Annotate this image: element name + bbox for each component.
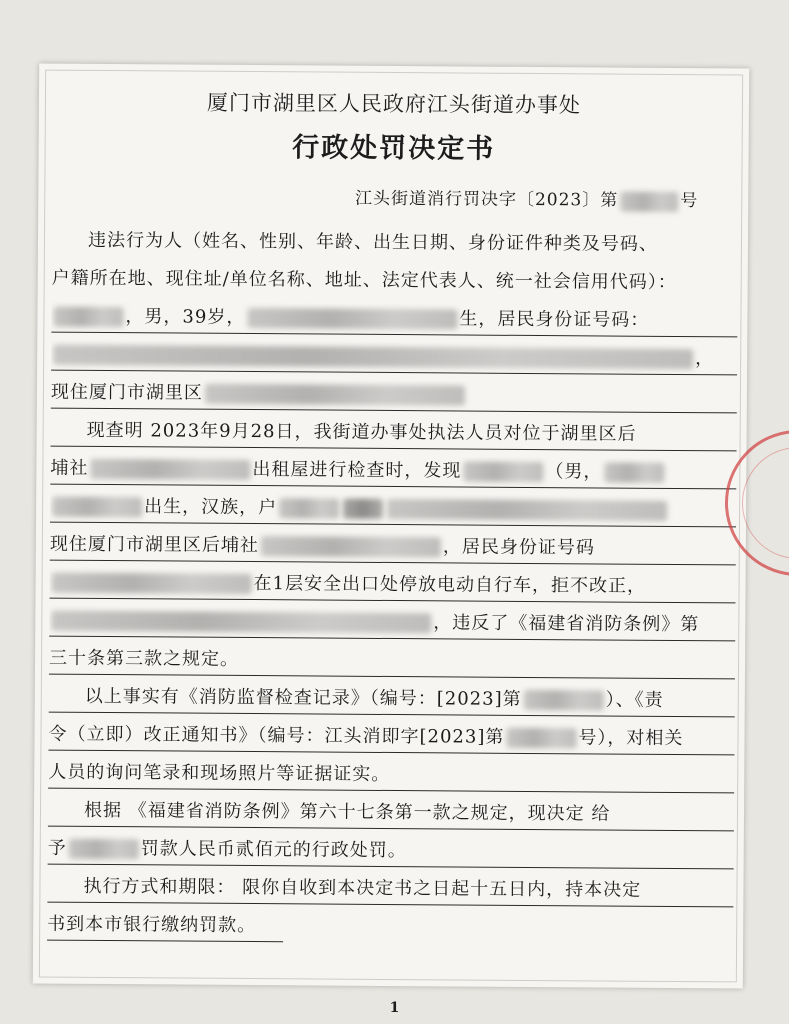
text-line-15: 人员的询问笔录和现场照片等证据证实。	[48, 758, 734, 794]
redacted-notice-number	[506, 728, 576, 748]
text-line-6: 现查明 2023年9月28日，我街道办事处执法人员对位于湖里区后	[51, 416, 737, 452]
redacted-birthdate-2	[52, 497, 142, 518]
redacted-penalized-party	[69, 839, 139, 859]
text-line-18: 执行方式和期限： 限你自收到本决定书之日起十五日内，持本决定	[47, 872, 733, 908]
redacted-household	[279, 498, 339, 518]
redacted-name	[53, 307, 123, 327]
text-line-9: 现住厦门市湖里区后埔社 ，居民身份证号码	[50, 530, 736, 566]
text-line-7: 埔社 出租屋进行检查时，发现 （男，	[50, 454, 736, 490]
redacted-document-number	[620, 191, 678, 211]
text-line-10: 在1层安全出口处停放电动自行车，拒不改正，	[49, 568, 735, 604]
redacted-household-3	[387, 499, 667, 521]
text-line-11: ，违反了《福建省消防条例》第	[49, 606, 735, 642]
redacted-id-and-household	[53, 345, 693, 369]
page-number: 1	[389, 1000, 400, 1016]
text-line-16: 根据 《福建省消防条例》第六十七条第一款之规定，现决定 给	[48, 796, 734, 832]
document-title: 行政处罚决定书	[292, 132, 496, 165]
redacted-person-info	[604, 462, 664, 482]
text-line-12: 三十条第三款之规定。	[49, 644, 735, 680]
text-line-1: 违法行为人（姓名、性别、年龄、出生日期、身份证件种类及号码、	[87, 229, 659, 255]
text-line-14: 令（立即）改正通知书》（编号：江头消即字[2023]第 号），对相关	[48, 720, 734, 756]
text-line-2: 户籍所在地、现住址/单位名称、地址、法定代表人、统一社会信用代码）：	[51, 267, 677, 293]
text-line-5: 现住厦门市湖里区	[51, 378, 737, 414]
redacted-id-number	[52, 573, 252, 594]
text-line-17: 予 罚款人民币贰佰元的行政处罚。	[48, 834, 734, 870]
redacted-birthdate	[247, 308, 457, 329]
redacted-address-2	[261, 536, 441, 557]
redacted-address	[205, 384, 465, 406]
redacted-person-name	[463, 462, 543, 483]
redacted-record-number	[524, 690, 604, 711]
text-line-8: 出生，汉族，户	[50, 492, 736, 528]
redacted-household-2	[343, 499, 383, 519]
text-line-13: 以上事实有《消防监督检查记录》（编号：[2023]第 ）、《责	[49, 682, 735, 718]
redacted-location	[90, 459, 250, 480]
issuer-heading: 厦门市湖里区人民政府江头街道办事处	[206, 90, 582, 118]
document-number-prefix: 江头街道消行罚决字〔2023〕第	[354, 188, 619, 211]
text-line-3: ，男，39岁， 生，居民身份证号码：	[51, 302, 737, 338]
text-line-4: ，	[51, 340, 737, 376]
document-number	[355, 184, 698, 212]
document-number-suffix: 号	[680, 191, 699, 212]
redacted-details	[51, 611, 431, 634]
document-page	[33, 64, 749, 989]
text-line-19: 书到本市银行缴纳罚款。	[47, 910, 283, 943]
